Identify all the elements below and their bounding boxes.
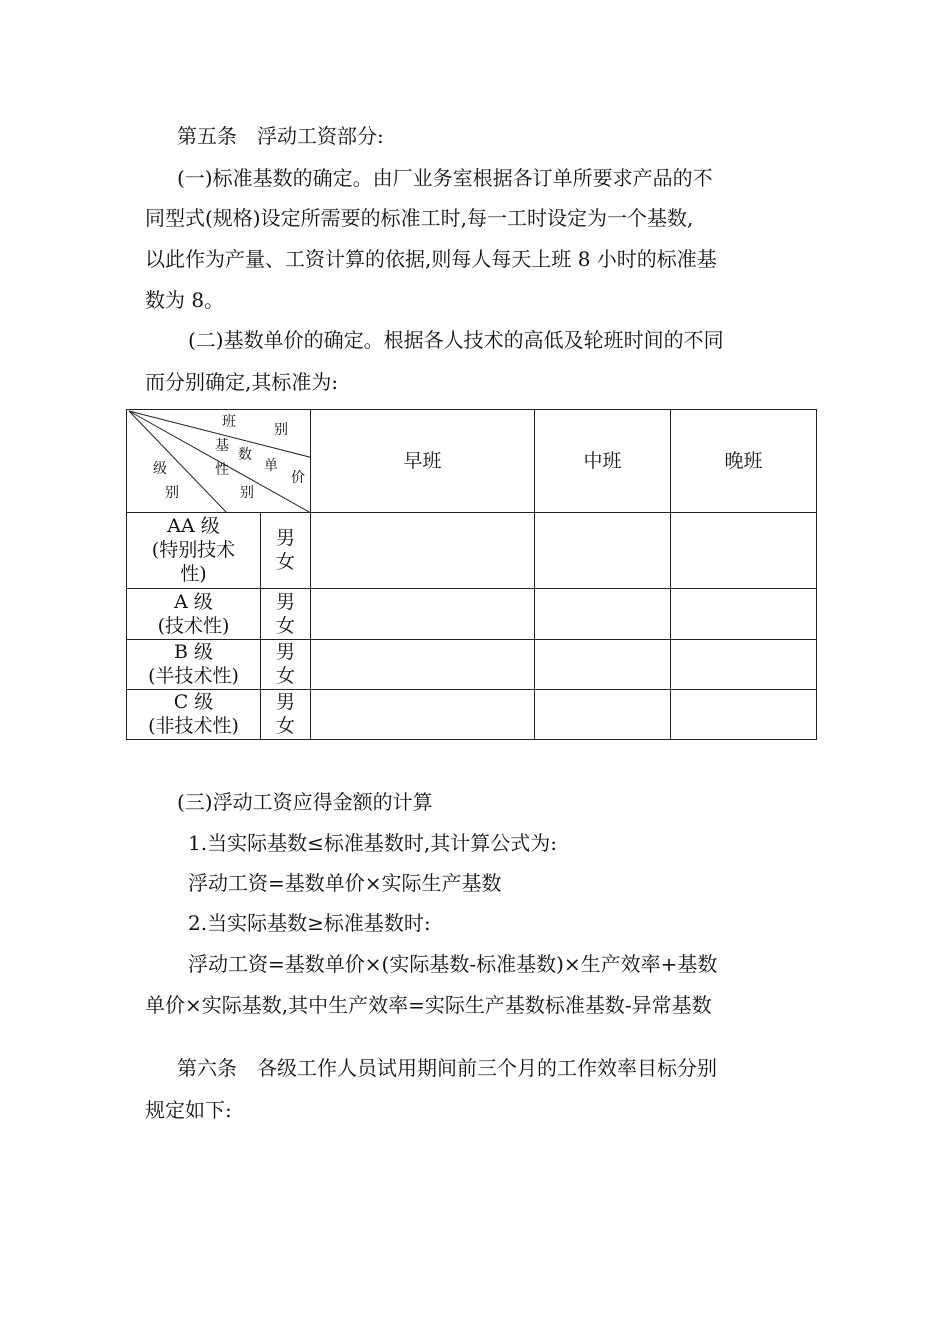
diag-label-bie1: 别 xyxy=(274,422,288,438)
para2-line1: (二)基数单价的确定。根据各人技术的高低及轮班时间的不同 xyxy=(188,328,724,352)
diag-label-ji1: 基 xyxy=(215,438,229,454)
part3-formula1: 浮动工资=基数单价×实际生产基数 xyxy=(188,871,502,895)
rate-cell xyxy=(671,689,817,739)
diag-label-ji2: 级 xyxy=(153,461,167,477)
part3-case1: 1.当实际基数≤标准基数时,其计算公式为: xyxy=(188,831,557,855)
gender-male: 男 xyxy=(275,527,295,550)
table-row xyxy=(127,588,817,639)
table-row xyxy=(127,513,817,588)
grade-desc: (技术性) xyxy=(157,614,230,637)
col-header-night: 晚班 xyxy=(671,410,817,513)
gender-female: 女 xyxy=(275,551,295,574)
part3-title: (三)浮动工资应得金额的计算 xyxy=(177,790,433,814)
para1-line2: 同型式(规格)设定所需要的标准工时,每一工时设定为一个基数, xyxy=(145,206,694,230)
diag-label-jia: 价 xyxy=(291,470,305,486)
rate-cell xyxy=(535,639,671,689)
gender-male: 男 xyxy=(275,641,295,664)
article5-heading: 第五条 浮动工资部分: xyxy=(177,124,384,148)
gender-female: 女 xyxy=(275,614,295,637)
gender-female: 女 xyxy=(275,715,295,738)
article6-line2: 规定如下: xyxy=(145,1098,232,1122)
para1-line1: (一)标准基数的确定。由厂业务室根据各订单所要求产品的不 xyxy=(177,166,713,190)
grade-cell xyxy=(127,689,261,739)
gender-cell xyxy=(261,513,311,588)
part3-case2: 2.当实际基数≥标准基数时: xyxy=(188,911,431,935)
gender-male: 男 xyxy=(275,590,295,613)
rate-cell xyxy=(535,689,671,739)
rate-cell xyxy=(671,639,817,689)
rate-cell xyxy=(671,513,817,588)
diag-label-xing: 性 xyxy=(215,462,229,478)
para1-line4: 数为 8。 xyxy=(145,288,225,312)
part3-formula2-line1: 浮动工资=基数单价×(实际基数-标准基数)×生产效率+基数 xyxy=(188,952,718,976)
rate-cell xyxy=(671,588,817,639)
diag-label-shu: 数 xyxy=(238,447,252,463)
grade-desc: (特别技术 xyxy=(151,539,236,562)
gender-female: 女 xyxy=(275,665,295,688)
grade-label: C 级 xyxy=(173,691,214,714)
diag-label-bie3: 别 xyxy=(240,485,254,501)
diagonal-header-cell xyxy=(127,410,311,513)
grade-desc-cont: 性) xyxy=(180,563,207,586)
gender-cell xyxy=(261,639,311,689)
grade-cell xyxy=(127,513,261,588)
article6-line1: 第六条 各级工作人员试用期间前三个月的工作效率目标分别 xyxy=(177,1056,717,1080)
wage-rate-table xyxy=(126,409,817,740)
gender-male: 男 xyxy=(275,691,295,714)
rate-cell xyxy=(311,639,535,689)
grade-cell xyxy=(127,588,261,639)
grade-label: AA 级 xyxy=(167,515,220,538)
grade-label: A 级 xyxy=(174,590,213,613)
para2-line2: 而分别确定,其标准为: xyxy=(145,370,339,394)
table-row xyxy=(127,689,817,739)
rate-cell xyxy=(311,513,535,588)
grade-desc: (半技术性) xyxy=(148,665,239,688)
grade-label: B 级 xyxy=(173,641,213,664)
grade-cell xyxy=(127,639,261,689)
rate-cell xyxy=(311,588,535,639)
rate-cell xyxy=(535,513,671,588)
rate-cell xyxy=(535,588,671,639)
part3-formula2-line2: 单价×实际基数,其中生产效率=实际生产基数标准基数-异常基数 xyxy=(145,993,712,1017)
diag-label-ban: 班 xyxy=(222,414,236,430)
col-header-middle: 中班 xyxy=(535,410,671,513)
col-header-early: 早班 xyxy=(311,410,535,513)
table-row xyxy=(127,639,817,689)
rate-cell xyxy=(311,689,535,739)
grade-desc: (非技术性) xyxy=(148,715,239,738)
para1-line3: 以此作为产量、工资计算的依据,则每人每天上班 8 小时的标准基 xyxy=(145,247,717,271)
gender-cell xyxy=(261,689,311,739)
diag-label-dan: 单 xyxy=(264,458,278,474)
diag-label-bie2: 别 xyxy=(165,485,179,501)
gender-cell xyxy=(261,588,311,639)
